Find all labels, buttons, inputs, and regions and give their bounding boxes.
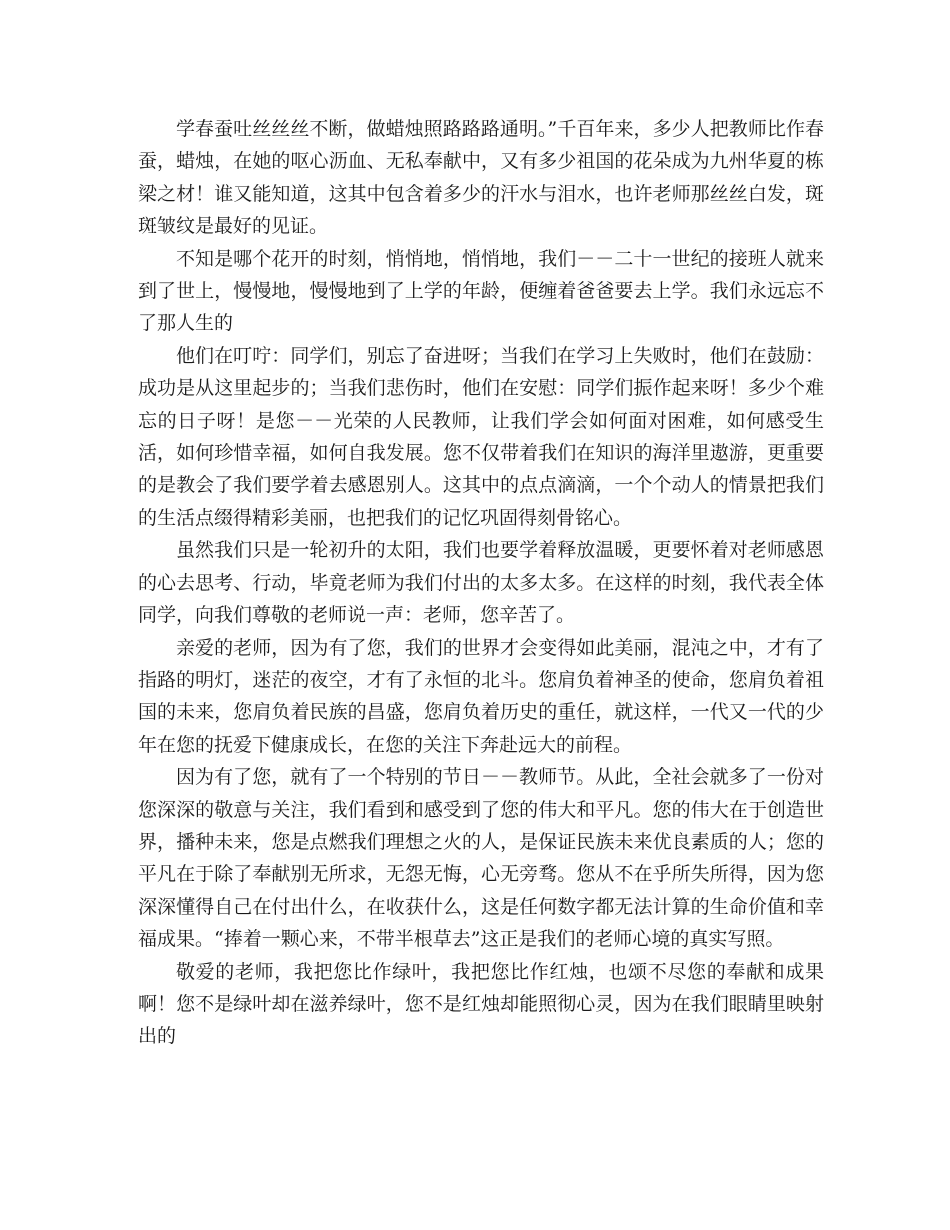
document-page xyxy=(138,113,824,1053)
paragraph-7: 敬爱的老师，我把您比作绿叶，我把您比作红烛，也颂不尽您的奉献和成果啊！您不是绿叶却在滋养绿叶，您不是红烛却能照彻心灵，因为在我们眼睛里映射出的 xyxy=(138,960,824,1048)
paragraph-1: 学春蚕吐丝丝丝不断，做蜡烛照路路路通明。”千百年来，多少人把教师比作春蚕，蜡烛，在她的呕心沥血、无私奉献中，又有多少祖国的花朵成为九州华夏的栋梁之材！谁又能知道，这其中包含着多少的汗水与泪水，也许老师那丝丝白发，斑斑皱纹是最好的见证。 xyxy=(138,118,824,238)
paragraph-4: 虽然我们只是一轮初升的太阳，我们也要学着释放温暖，更要怀着对老师感恩的心去思考、行动，毕竟老师为我们付出的太多太多。在这样的时刻，我代表全体同学，向我们尊敬的老师说一声：老师，您辛苦了。 xyxy=(138,539,824,627)
paragraph-6: 因为有了您，就有了一个特别的节日－－教师节。从此，全社会就多了一份对您深深的敬意与关注，我们看到和感受到了您的伟大和平凡。您的伟大在于创造世界，播种未来，您是点燃我们理想之火的人，是保证民族未来优良素质的人；您的平凡在于除了奉献别无所求，无怨无悔，心无旁骛。您从不在乎所失所得，因为您深深懂得自己在付出什么，在收获什么，这是任何数字都无法计算的生命价值和幸福成果。“捧着一颗心来，不带半根草去”这正是我们的老师心境的真实写照。 xyxy=(138,766,824,951)
paragraph-2: 不知是哪个花开的时刻，悄悄地，悄悄地，我们－－二十一世纪的接班人就来到了世上，慢慢地，慢慢地到了上学的年龄，便缠着爸爸要去上学。我们永远忘不了那人生的 xyxy=(138,247,824,335)
paragraph-5: 亲爱的老师，因为有了您，我们的世界才会变得如此美丽，混沌之中，才有了指路的明灯，迷茫的夜空，才有了永恒的北斗。您肩负着神圣的使命，您肩负着祖国的未来，您肩负着民族的昌盛，您肩负着历史的重任，就这样，一代又一代的少年在您的抚爱下健康成长，在您的关注下奔赴远大的前程。 xyxy=(138,636,824,756)
paragraph-3: 他们在叮咛：同学们，别忘了奋进呀；当我们在学习上失败时，他们在鼓励：成功是从这里起步的；当我们悲伤时，他们在安慰：同学们振作起来呀！多少个难忘的日子呀！是您－－光荣的人民教师，让我们学会如何面对困难，如何感受生活，如何珍惜幸福，如何自我发展。您不仅带着我们在知识的海洋里遨游，更重要的是教会了我们要学着去感恩别人。这其中的点点滴滴，一个个动人的情景把我们的生活点缀得精彩美丽，也把我们的记忆巩固得刻骨铭心。 xyxy=(138,344,824,529)
